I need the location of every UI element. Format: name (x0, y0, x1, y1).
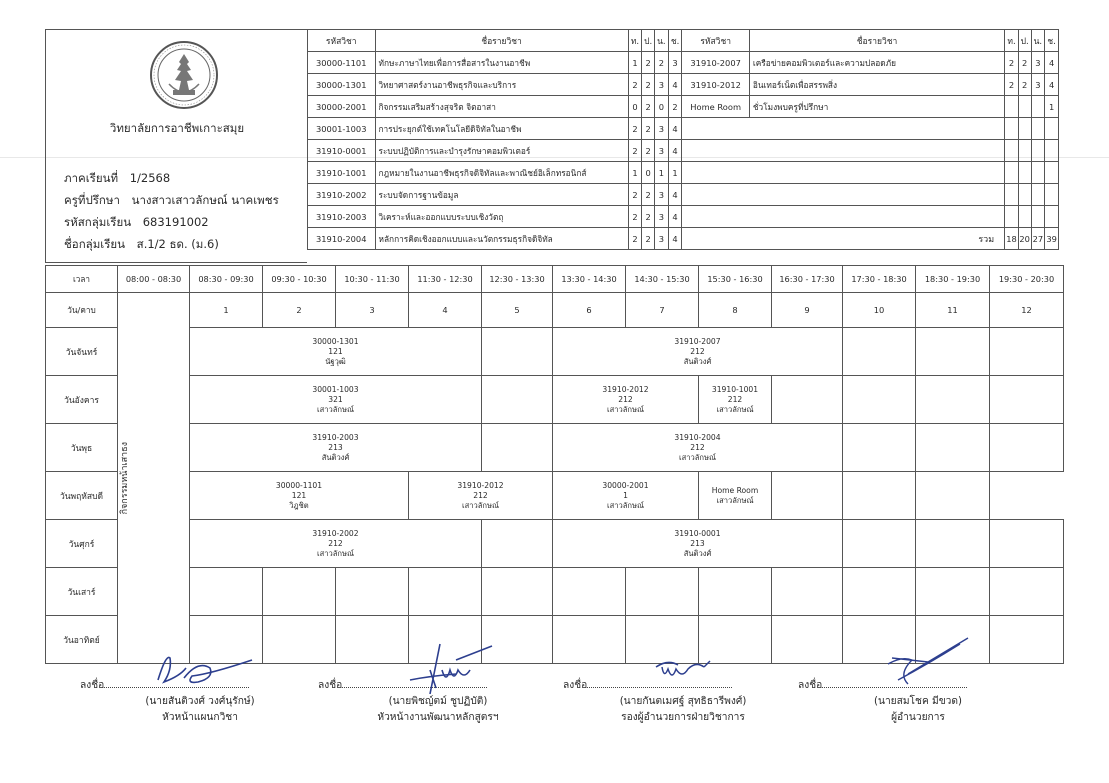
subject-credit-p: 2 (642, 228, 655, 250)
session-teacher: เสาวลักษณ์ (316, 404, 355, 414)
subject-name: หลักการคิดเชิงออกแบบและนวัตกรรมธุรกิจดิจิทัล (375, 228, 628, 250)
subject-credit-n: 3 (655, 206, 669, 228)
subject-credit-c: 1 (1045, 96, 1059, 118)
time-slot: 13:30 - 14:30 (553, 266, 626, 293)
total-label: รวม (682, 228, 1005, 250)
advisor-label: ครูที่ปรึกษา (64, 193, 120, 207)
period-label: วัน/คาบ (46, 293, 118, 328)
empty-slot (843, 568, 916, 616)
advisor-value: นางสาวเสาวลักษณ์ นาคเพชร (131, 193, 279, 207)
subject-code: 31910-2007 (682, 52, 750, 74)
empty-cell (1005, 206, 1019, 228)
session-room: 213 (328, 442, 343, 452)
empty-slot (553, 568, 626, 616)
empty-cell (682, 118, 1005, 140)
subject-credit-c: 4 (668, 118, 682, 140)
period-row (46, 293, 1064, 328)
flag-ceremony-activity (118, 293, 190, 664)
session-room: 321 (328, 394, 343, 404)
empty-slot (843, 376, 916, 424)
empty-cell (1045, 140, 1059, 162)
session-room: 212 (690, 442, 705, 452)
subject-credit-c: 2 (668, 96, 682, 118)
signer-name: (นายสมโชค มีขวด) (874, 696, 962, 707)
subject-name: การประยุกต์ใช้เทคโนโลยีดิจิทัลในอาชีพ (375, 118, 628, 140)
session-room: 212 (473, 490, 488, 500)
subject-credit-p: 2 (642, 118, 655, 140)
time-label: เวลา (46, 266, 118, 293)
empty-slot (482, 328, 553, 376)
empty-cell (682, 140, 1005, 162)
group-name-value: ส.1/2 ธด. (ม.6) (136, 237, 219, 251)
time-slot: 15:30 - 16:30 (699, 266, 772, 293)
subject-credit-t: 2 (628, 74, 642, 96)
subject-code: 31910-2003 (308, 206, 376, 228)
college-info-panel (45, 29, 307, 263)
subject-row (308, 118, 1059, 140)
empty-slot (772, 376, 843, 424)
semester-value: 1/2568 (129, 171, 171, 185)
subject-code: 30000-1101 (308, 52, 376, 74)
empty-slot (990, 568, 1064, 616)
time-slot: 11:30 - 12:30 (409, 266, 482, 293)
time-slot: 14:30 - 15:30 (626, 266, 699, 293)
subject-credit-n: 0 (655, 96, 669, 118)
class-session (190, 472, 409, 520)
session-teacher: สันติวงศ์ (683, 356, 712, 366)
total-t: 18 (1005, 228, 1019, 250)
subject-credit-p: 2 (642, 206, 655, 228)
class-session (553, 520, 843, 568)
column-header-t: ท. (628, 30, 642, 52)
subject-credit-p: 2 (1018, 74, 1031, 96)
time-slot: 19:30 - 20:30 (990, 266, 1064, 293)
subject-credit-p: 2 (642, 96, 655, 118)
subject-credit-t: 2 (628, 184, 642, 206)
subject-name: ระบบปฏิบัติการและบำรุงรักษาคอมพิวเตอร์ (375, 140, 628, 162)
empty-slot (263, 568, 336, 616)
empty-cell (1005, 118, 1019, 140)
empty-slot (772, 568, 843, 616)
session-teacher: เสาวลักษณ์ (606, 500, 645, 510)
class-session (190, 328, 482, 376)
subject-code: 31910-1001 (308, 162, 376, 184)
session-teacher: เสาวลักษณ์ (606, 404, 645, 414)
class-session (409, 472, 553, 520)
group-code-line (64, 214, 209, 232)
empty-cell (1018, 140, 1031, 162)
day-row-fri (46, 520, 1064, 568)
signer-name: (นายกันตเมศฐ์ สุทธิธารีพงศ์) (619, 696, 747, 707)
class-session (553, 376, 699, 424)
session-teacher: นัฐวุฒิ (325, 356, 346, 366)
signer-position: รองผู้อำนวยการฝ่ายวิชาการ (621, 712, 745, 723)
empty-slot (336, 568, 409, 616)
time-row (46, 266, 1064, 293)
group-name-label: ชื่อกลุ่มเรียน (64, 237, 126, 251)
empty-slot (990, 328, 1064, 376)
empty-cell (1031, 184, 1045, 206)
empty-slot (916, 328, 990, 376)
day-row-mon (46, 328, 1064, 376)
time-slot: 08:00 - 08:30 (118, 266, 190, 293)
day-name: วันพุธ (46, 424, 118, 472)
empty-cell (1005, 184, 1019, 206)
subject-credit-t: 1 (628, 52, 642, 74)
session-code: 30000-2001 (602, 480, 649, 490)
subject-credit-p: 2 (1018, 52, 1031, 74)
session-room: 212 (618, 394, 633, 404)
subject-credit-t: 2 (1005, 52, 1019, 74)
session-teacher: เสาวลักษณ์ (461, 500, 500, 510)
class-session (190, 520, 482, 568)
semester-line (64, 170, 170, 188)
class-session (699, 472, 772, 520)
empty-slot (916, 376, 990, 424)
subject-name: วิเคราะห์และออกแบบระบบเชิงวัตถุ (375, 206, 628, 228)
subject-row (308, 184, 1059, 206)
column-header-c: ช. (1045, 30, 1059, 52)
class-session (553, 328, 843, 376)
empty-slot (626, 568, 699, 616)
empty-slot (990, 424, 1064, 472)
subject-row (308, 52, 1059, 74)
session-code: Home Room (711, 485, 759, 495)
subject-code: 30000-1301 (308, 74, 376, 96)
subject-code: 31910-2004 (308, 228, 376, 250)
column-header-c: ช. (668, 30, 682, 52)
empty-slot (263, 616, 336, 664)
time-slot: 16:30 - 17:30 (772, 266, 843, 293)
empty-cell (1018, 184, 1031, 206)
subject-credit-p: 2 (642, 74, 655, 96)
empty-cell (1045, 206, 1059, 228)
subject-credit-p: 2 (642, 184, 655, 206)
session-teacher: เสาวลักษณ์ (316, 548, 355, 558)
subject-name: อินเทอร์เน็ตเพื่อสรรพสิ่ง (749, 74, 1004, 96)
subject-credit-c: 4 (1045, 74, 1059, 96)
day-name: วันศุกร์ (46, 520, 118, 568)
empty-slot (336, 616, 409, 664)
empty-slot (916, 568, 990, 616)
period-number: 6 (553, 293, 626, 328)
subject-row (308, 228, 1059, 250)
empty-cell (682, 184, 1005, 206)
empty-slot (843, 424, 916, 472)
session-teacher: สันติวงศ์ (321, 452, 350, 462)
handwritten-signature-3 (648, 653, 718, 687)
signer-name: (นายพิชญ์ตม์ ชูปฏิบัติ) (388, 696, 488, 707)
group-code-value: 683191002 (142, 215, 209, 229)
empty-slot (843, 472, 916, 520)
subject-credit-p (1018, 96, 1031, 118)
empty-slot (772, 616, 843, 664)
college-seal-logo (149, 40, 219, 110)
class-session (553, 424, 843, 472)
subject-name: เครือข่ายคอมพิวเตอร์และความปลอดภัย (749, 52, 1004, 74)
empty-slot (916, 520, 990, 568)
subject-credit-t: 2 (628, 206, 642, 228)
subject-row (308, 140, 1059, 162)
session-code: 31910-2003 (312, 432, 359, 442)
subject-name: ทักษะภาษาไทยเพื่อการสื่อสารในงานอาชีพ (375, 52, 628, 74)
column-header-p: ป. (1018, 30, 1031, 52)
period-number: 9 (772, 293, 843, 328)
day-row-tue (46, 376, 1064, 424)
session-teacher: เสาวลักษณ์ (716, 495, 754, 505)
subject-credit-c: 4 (668, 74, 682, 96)
session-code: 31910-2004 (674, 432, 721, 442)
empty-slot (843, 328, 916, 376)
period-number: 10 (843, 293, 916, 328)
time-slot: 12:30 - 13:30 (482, 266, 553, 293)
signer-position: หัวหน้างานพัฒนาหลักสูตรฯ (377, 712, 499, 723)
session-room: 212 (328, 538, 343, 548)
subject-code: Home Room (682, 96, 750, 118)
subject-name: กฎหมายในงานอาชีพธุรกิจดิจิทัลและพาณิชย์อิเล็กทรอนิกส์ (375, 162, 628, 184)
subject-code: 30000-2001 (308, 96, 376, 118)
subject-credit-p: 2 (642, 52, 655, 74)
session-room: 121 (328, 346, 343, 356)
subject-credit-n: 3 (1031, 52, 1045, 74)
subject-credit-c: 4 (668, 184, 682, 206)
session-room: 212 (727, 394, 743, 404)
class-session (699, 376, 772, 424)
activity-label: กิจกรรมหน้าเสาธง (120, 441, 130, 515)
session-code: 31910-2012 (457, 480, 504, 490)
empty-cell (1045, 162, 1059, 184)
subject-name: ระบบจัดการฐานข้อมูล (375, 184, 628, 206)
subject-row (308, 162, 1059, 184)
sign-label: ลงชื่อ (80, 680, 105, 691)
subject-credit-n: 3 (655, 184, 669, 206)
subject-name: ชั่วโมงพบครูที่ปรึกษา (749, 96, 1004, 118)
empty-slot (699, 568, 772, 616)
column-header-t: ท. (1005, 30, 1019, 52)
empty-slot (990, 376, 1064, 424)
session-code: 30001-1003 (312, 384, 359, 394)
advisor-line (64, 192, 279, 210)
group-code-label: รหัสกลุ่มเรียน (64, 215, 132, 229)
total-c: 39 (1045, 228, 1059, 250)
class-session (553, 472, 699, 520)
time-slot: 18:30 - 19:30 (916, 266, 990, 293)
empty-slot (990, 520, 1064, 568)
session-teacher: เสาวลักษณ์ (716, 404, 754, 414)
signer-position: ผู้อำนวยการ (891, 712, 945, 723)
day-row-sat (46, 568, 1064, 616)
subject-code: 31910-0001 (308, 140, 376, 162)
column-header-n: น. (655, 30, 669, 52)
subject-name: กิจกรรมเสริมสร้างสุจริต จิตอาสา (375, 96, 628, 118)
subject-credit-n (1031, 96, 1045, 118)
empty-cell (1045, 118, 1059, 140)
subject-credit-c: 4 (668, 206, 682, 228)
day-row-wed (46, 424, 1064, 472)
column-header-code: รหัสวิชา (308, 30, 376, 52)
period-number: 4 (409, 293, 482, 328)
subject-credit-c: 1 (668, 162, 682, 184)
session-code: 31910-2002 (312, 528, 359, 538)
subject-credit-c: 3 (668, 52, 682, 74)
empty-slot (482, 520, 553, 568)
empty-cell (1031, 118, 1045, 140)
column-header-code: รหัสวิชา (682, 30, 750, 52)
column-header-name: ชื่อรายวิชา (749, 30, 1004, 52)
subject-credit-c: 4 (668, 140, 682, 162)
handwritten-signature-2 (400, 640, 510, 696)
session-code: 31910-2007 (674, 336, 721, 346)
subject-credit-t: 2 (628, 228, 642, 250)
empty-cell (1018, 162, 1031, 184)
signer-name: (นายสันติวงศ์ วงศ์นุรักษ์) (145, 696, 255, 707)
session-code: 30000-1101 (275, 480, 323, 490)
schedule-grid (45, 265, 1064, 664)
subject-credit-n: 3 (655, 118, 669, 140)
subject-credit-p: 2 (642, 140, 655, 162)
empty-cell (682, 206, 1005, 228)
empty-cell (1031, 140, 1045, 162)
empty-cell (1018, 118, 1031, 140)
subject-row (308, 74, 1059, 96)
period-number: 2 (263, 293, 336, 328)
empty-cell (1018, 206, 1031, 228)
session-code: 31910-0001 (674, 528, 721, 538)
subject-credit-p: 0 (642, 162, 655, 184)
period-number: 3 (336, 293, 409, 328)
empty-slot (916, 424, 990, 472)
empty-cell (1031, 206, 1045, 228)
empty-slot (482, 424, 553, 472)
sign-label: ลงชื่อ (318, 680, 343, 691)
time-slot: 17:30 - 18:30 (843, 266, 916, 293)
column-header-n: น. (1031, 30, 1045, 52)
subject-code: 31910-2002 (308, 184, 376, 206)
period-number: 11 (916, 293, 990, 328)
subject-name: วิทยาศาสตร์งานอาชีพธุรกิจและบริการ (375, 74, 628, 96)
empty-slot (482, 568, 553, 616)
empty-slot (482, 376, 553, 424)
period-number: 12 (990, 293, 1064, 328)
empty-slot (990, 616, 1064, 664)
subject-credit-t: 2 (628, 140, 642, 162)
period-number: 8 (699, 293, 772, 328)
time-slot: 09:30 - 10:30 (263, 266, 336, 293)
subject-credit-n: 3 (1031, 74, 1045, 96)
subject-row (308, 96, 1059, 118)
session-room: 212 (690, 346, 705, 356)
subject-credit-t: 2 (1005, 74, 1019, 96)
sign-label: ลงชื่อ (798, 680, 823, 691)
session-teacher: สันติวงศ์ (683, 548, 712, 558)
empty-cell (1005, 162, 1019, 184)
handwritten-signature-4 (868, 634, 978, 694)
empty-cell (1031, 162, 1045, 184)
empty-slot (190, 568, 263, 616)
class-session (190, 376, 482, 424)
subject-row (308, 206, 1059, 228)
total-n: 27 (1031, 228, 1045, 250)
column-header-p: ป. (642, 30, 655, 52)
session-code: 31910-1001 (711, 384, 759, 394)
signer-position: หัวหน้าแผนกวิชา (162, 712, 238, 723)
subject-credit-n: 3 (655, 140, 669, 162)
day-name: วันอังคาร (46, 376, 118, 424)
period-number: 5 (482, 293, 553, 328)
day-name: วันพฤหัสบดี (46, 472, 118, 520)
session-room: 1 (623, 490, 628, 500)
empty-cell (1045, 184, 1059, 206)
time-slot: 08:30 - 09:30 (190, 266, 263, 293)
column-header-name: ชื่อรายวิชา (375, 30, 628, 52)
day-name: วันเสาร์ (46, 568, 118, 616)
college-name: วิทยาลัยการอาชีพเกาะสมุย (109, 121, 245, 135)
empty-cell (682, 162, 1005, 184)
empty-slot (916, 472, 990, 520)
session-code: 31910-2012 (602, 384, 649, 394)
subject-credit-c: 4 (1045, 52, 1059, 74)
empty-slot (772, 472, 843, 520)
subject-credit-t: 1 (628, 162, 642, 184)
time-slot: 10:30 - 11:30 (336, 266, 409, 293)
session-code: 30000-1301 (312, 336, 359, 346)
semester-label: ภาคเรียนที่ (64, 171, 119, 185)
session-teacher: เสาวลักษณ์ (678, 452, 717, 462)
subject-credit-t: 2 (628, 118, 642, 140)
subject-table (307, 29, 1059, 250)
subject-credit-n: 2 (655, 52, 669, 74)
subject-credit-t (1005, 96, 1019, 118)
session-room: 213 (690, 538, 705, 548)
subject-credit-n: 1 (655, 162, 669, 184)
empty-cell (1005, 140, 1019, 162)
day-row-thu (46, 472, 1064, 520)
total-p: 20 (1018, 228, 1031, 250)
period-number: 1 (190, 293, 263, 328)
day-name: วันอาทิตย์ (46, 616, 118, 664)
subject-credit-t: 0 (628, 96, 642, 118)
session-room: 121 (291, 490, 307, 500)
empty-slot (409, 568, 482, 616)
session-teacher: วิฎชิต (289, 500, 309, 510)
subject-credit-n: 3 (655, 228, 669, 250)
subject-credit-n: 3 (655, 74, 669, 96)
subject-code: 31910-2012 (682, 74, 750, 96)
subject-credit-c: 4 (668, 228, 682, 250)
day-name: วันจันทร์ (46, 328, 118, 376)
subject-table-header (308, 30, 1059, 52)
empty-slot (843, 520, 916, 568)
class-session (190, 424, 482, 472)
subject-code: 30001-1003 (308, 118, 376, 140)
period-number: 7 (626, 293, 699, 328)
sign-label: ลงชื่อ (563, 680, 588, 691)
handwritten-signature-1 (140, 648, 260, 690)
group-name-line (64, 236, 219, 254)
empty-slot (553, 616, 626, 664)
